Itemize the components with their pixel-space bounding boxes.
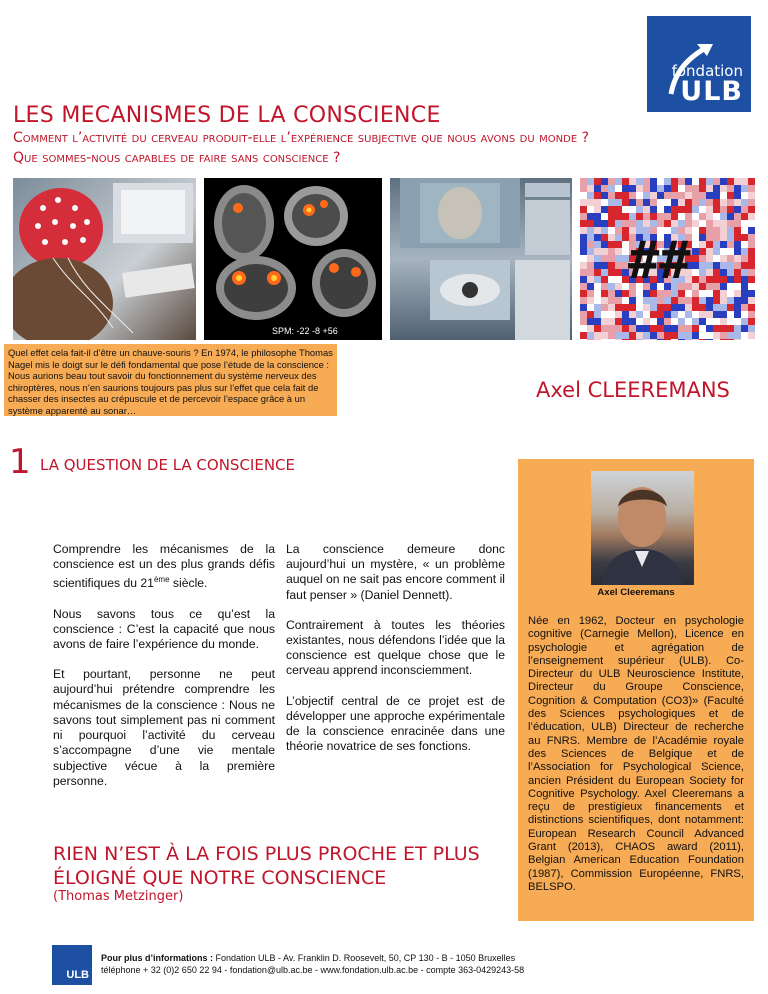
fondation-ulb-logo xyxy=(647,16,751,112)
author-portrait xyxy=(591,471,694,585)
footer-contact xyxy=(101,953,524,976)
text-column-2 xyxy=(286,542,505,769)
mri-caption: SPM: -22 -8 +56 xyxy=(272,326,338,336)
eeg-cap-photo xyxy=(13,178,196,340)
footer-logo xyxy=(52,945,92,985)
intro-box: Quel effet cela fait-il d’être un chauve-souris ? En 1974, le philosophe Thomas Nagel mis le doigt sur le défi fondamental que pose l’étude de la conscience : Nous aurions beau tout savoir du fonctionnement du système nerveux des chiroptères, nous n’en saurions toujours pas plus sur l’effet que cela fait de chasser des insectes au crépuscule et de percevoir l’espace grâce à un système apparenté au sonar… xyxy=(4,344,337,416)
author-name: Axel CLEEREMANS xyxy=(536,378,730,402)
eeg-cap-illustration xyxy=(13,178,196,340)
random-pattern-image xyxy=(580,178,755,340)
paragraph-text: siècle. xyxy=(169,576,208,591)
pixel-noise-pattern xyxy=(580,178,755,340)
page-title: LES MECANISMES DE LA CONSCIENCE xyxy=(13,103,441,128)
section-title: LA QUESTION DE LA CONSCIENCE xyxy=(40,456,295,474)
paragraph xyxy=(53,542,275,592)
portrait-illustration xyxy=(591,471,694,585)
author-sidebar xyxy=(518,459,754,921)
page-subtitle-1: Comment l’activité du cerveau produit-elle l’expérience subjective que nous avons du monde ? xyxy=(13,130,590,146)
logo-line2: ULB xyxy=(680,76,743,107)
footer-logo-text: ULB xyxy=(66,969,89,981)
mri-scan-photo xyxy=(204,178,382,340)
footer-label: Pour plus d’informations : xyxy=(101,953,213,963)
hash-symbols: ## xyxy=(628,231,691,291)
section-number: 1 xyxy=(9,442,31,482)
text-column-1 xyxy=(53,542,275,804)
paragraph: Contrairement à toutes les théories existantes, nous défendons l’idée que la conscience est quelque chose que le cerveau apprend inconsciemment. xyxy=(286,617,505,678)
brain-scan-illustration xyxy=(204,178,382,340)
footer-contact-line: téléphone + 32 (0)2 650 22 94 - fondation@ulb.ac.be - www.fondation.ulb.ac.be - compte 363-0429243-58 xyxy=(101,964,525,975)
superscript: ème xyxy=(153,575,170,585)
paragraph: Nous savons tous ce qu’est la conscience : C’est la capacité que nous avons de faire l’expérience du monde. xyxy=(53,606,275,652)
pull-quote: RIEN N’EST À LA FOIS PLUS PROCHE ET PLUS ÉLOIGNÉ QUE NOTRE CONSCIENCE xyxy=(53,843,480,889)
footer-address: Fondation ULB - Av. Franklin D. Roosevelt, 50, CP 130 - B - 1050 Bruxelles xyxy=(213,953,516,963)
pull-quote-author: (Thomas Metzinger) xyxy=(53,889,184,904)
paragraph: L’objectif central de ce projet est de développer une approche expérimentale de la conscience enracinée dans une théorie novatrice de ses fonctions. xyxy=(286,693,505,754)
eye-tracking-illustration xyxy=(390,178,572,340)
paragraph-text: Comprendre les mécanismes de la conscience est un des plus grands défis scientifiques du 21 xyxy=(53,542,275,591)
page-subtitle-2: Que sommes-nous capables de faire sans conscience ? xyxy=(13,150,341,166)
logo-line1: fondation xyxy=(671,62,743,80)
eye-tracking-photo xyxy=(390,178,572,340)
paragraph: Et pourtant, personne ne peut aujourd’hui prétendre comprendre les mécanismes de la conscience : Nous ne savons tout simplement pas ni comment ni pourquoi l’activité du cerveau s’accompagne d’une vie mentale subjective vécue à la première personne. xyxy=(53,667,275,788)
sidebar-author-name: Axel Cleeremans xyxy=(597,587,675,598)
paragraph: La conscience demeure donc aujourd’hui un mystère, « un problème auquel on ne sait pas encore comment il faut penser » (Daniel Dennett). xyxy=(286,542,505,602)
author-biography: Née en 1962, Docteur en psychologie cognitive (Carnegie Mellon), Licence en psychologie et agrégation de l’enseignement supérieur (ULB). Co-Directeur du ULB Neuroscience Institute, Directeur du Groupe Conscience, Cognition & Computation (CO3)» (Faculté des Sciences psychologiques et de l’éducation, ULB) Directeur de recherche au FNRS. Membre de l’Académie royale des Sciences de Belgique et de l’Association for Psychological Science, ancien Président du European Society for Cognitive Psychology. Axel Cleeremans a reçu de prestigieux financements et distinctions scientifiques, dont notamment: European Research Council Advanced Grant (2013), CHAOS award (2011), Belgian American Education Foundation (1987), Commission Européenne, FNRS, BELSPO. xyxy=(528,615,744,893)
